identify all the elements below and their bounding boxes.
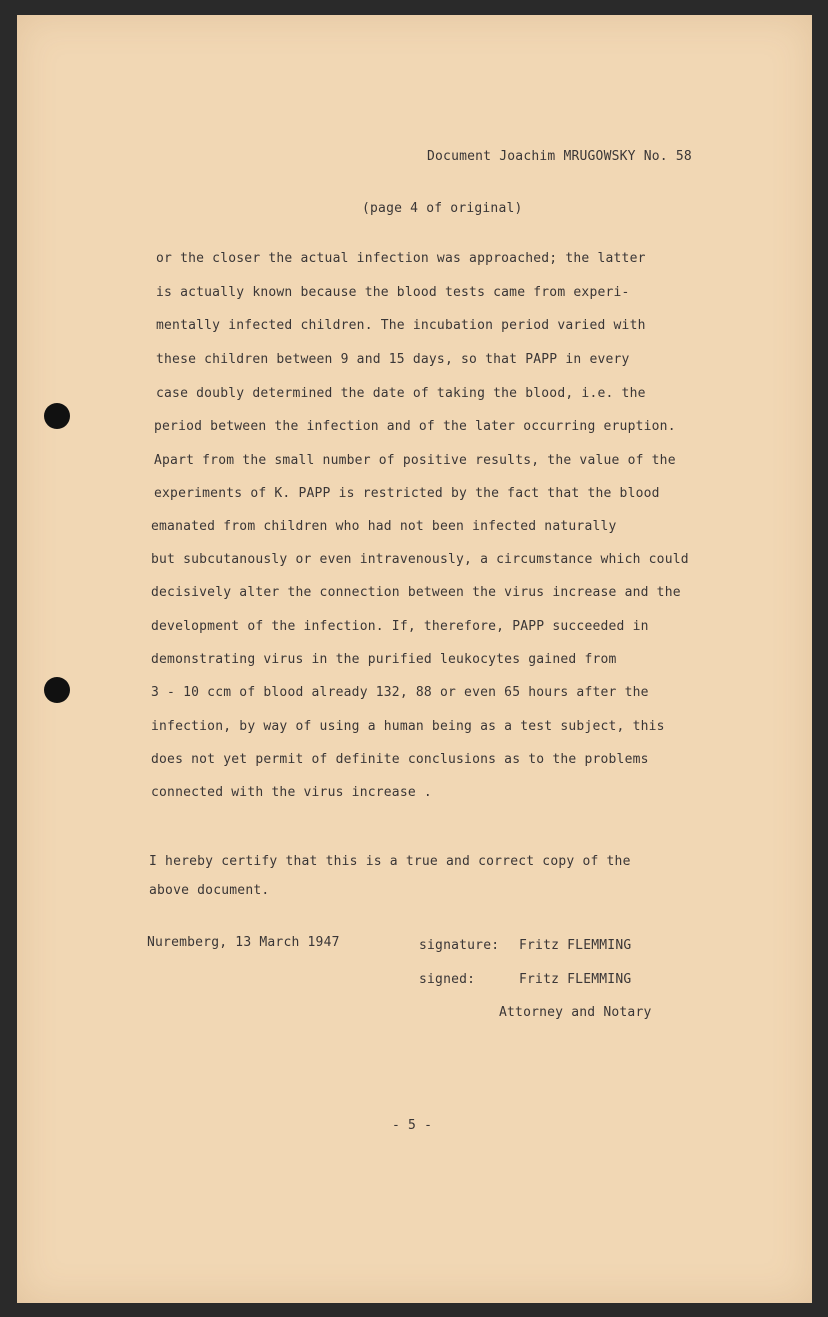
body-line: emanated from children who had not been infected naturally	[151, 519, 617, 534]
document-page	[17, 15, 812, 1303]
notary-title: Attorney and Notary	[499, 1005, 652, 1020]
body-line: case doubly determined the date of taking the blood, i.e. the	[156, 386, 646, 401]
signed-label: signed:	[419, 972, 476, 987]
signature-label: signature:	[419, 938, 500, 953]
signed-name: Fritz FLEMMING	[519, 972, 632, 987]
page-reference: (page 4 of original)	[362, 201, 523, 216]
body-line: mentally infected children. The incubation period varied with	[156, 318, 646, 333]
body-line: Apart from the small number of positive results, the value of the	[154, 453, 676, 468]
body-line: decisively alter the connection between the virus increase and the	[151, 585, 681, 600]
punch-hole	[44, 403, 70, 429]
signature-name: Fritz FLEMMING	[519, 938, 632, 953]
place-date: Nuremberg, 13 March 1947	[147, 935, 340, 950]
page-number: - 5 -	[392, 1118, 433, 1133]
certification-line: above document.	[149, 883, 270, 898]
body-line: is actually known because the blood tests came from experi-	[156, 285, 630, 300]
certification-line: I hereby certify that this is a true and correct copy of the	[149, 854, 631, 869]
body-line: these children between 9 and 15 days, so that PAPP in every	[156, 352, 630, 367]
body-line: development of the infection. If, therefore, PAPP succeeded in	[151, 619, 649, 634]
body-line: or the closer the actual infection was approached; the latter	[156, 251, 646, 266]
punch-hole	[44, 677, 70, 703]
body-line: does not yet permit of definite conclusions as to the problems	[151, 752, 649, 767]
body-line: connected with the virus increase .	[151, 785, 432, 800]
body-line: infection, by way of using a human being as a test subject, this	[151, 719, 665, 734]
body-line: but subcutanously or even intravenously, a circumstance which could	[151, 552, 689, 567]
document-title: Document Joachim MRUGOWSKY No. 58	[427, 149, 692, 164]
body-line: experiments of K. PAPP is restricted by the fact that the blood	[154, 486, 660, 501]
body-line: period between the infection and of the later occurring eruption.	[154, 419, 676, 434]
body-line: 3 - 10 ccm of blood already 132, 88 or even 65 hours after the	[151, 685, 649, 700]
body-line: demonstrating virus in the purified leukocytes gained from	[151, 652, 617, 667]
